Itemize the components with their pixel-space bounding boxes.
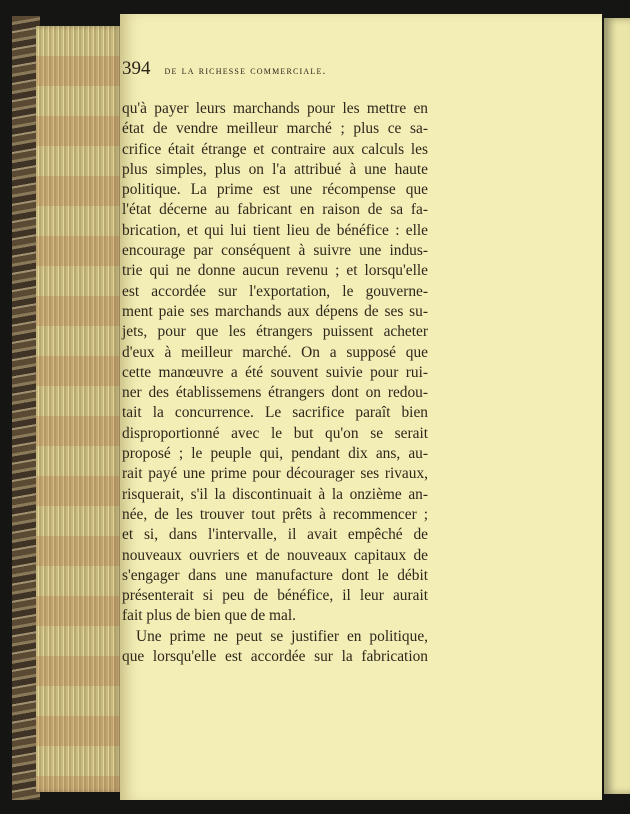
text-line: nouveaux ouvriers et de nouveaux capitaux de bbox=[122, 546, 428, 564]
text-line: crifice était étrange et contraire aux calculs les bbox=[122, 140, 428, 158]
text-line: brication, et qui lui tient lieu de bénéfice : elle bbox=[122, 221, 428, 239]
text-line: jets, pour que les étrangers puissent acheter bbox=[122, 323, 428, 341]
text-line: qu'à payer leurs marchands pour les mettre en bbox=[122, 100, 428, 117]
text-line: ner des établissemens étrangers dont on redou- bbox=[122, 384, 428, 402]
text-line: trie qui ne donne aucun revenu ; et lorsqu'elle bbox=[122, 262, 428, 280]
text-line: rait payé une prime pour décourager ses rivaux, bbox=[122, 465, 428, 483]
text-line: état de vendre meilleur marché ; plus ce sa- bbox=[122, 120, 428, 138]
text-line: Une prime ne peut se justifier en politique, bbox=[136, 627, 428, 645]
facing-page-edge bbox=[604, 18, 630, 794]
text-line: politique. La prime est une récompense que bbox=[122, 181, 428, 199]
text-line: est accordée sur l'exportation, le gouverne- bbox=[122, 282, 428, 300]
text-line: que lorsqu'elle est accordée sur la fabrication bbox=[122, 648, 428, 666]
text-line: disproportionné avec le but qu'on se serait bbox=[122, 424, 428, 442]
text-line: née, de les trouver tout prêts à recommencer ; bbox=[122, 505, 428, 523]
page-text bbox=[122, 99, 428, 667]
text-line: ment paie ses marchands aux dépens de ses su- bbox=[122, 302, 428, 320]
text-line: proposé ; le peuple qui, pendant dix ans, au- bbox=[122, 445, 428, 463]
page-number: 394 bbox=[122, 58, 151, 79]
page-edges bbox=[36, 26, 122, 792]
text-line: d'eux à meilleur marché. On a supposé que bbox=[122, 343, 428, 361]
text-line: encourage par conséquent à suivre une indus- bbox=[122, 242, 428, 260]
running-header bbox=[122, 58, 428, 80]
text-line: cette manœuvre a été souvent suivie pour rui- bbox=[122, 363, 428, 381]
paragraph bbox=[122, 627, 428, 668]
text-line: tait la concurrence. Le sacrifice paraît bien bbox=[122, 404, 428, 422]
text-line: risquerait, s'il la discontinuait à la onzième an- bbox=[122, 485, 428, 503]
text-line: fait plus de bien que de mal. bbox=[122, 607, 296, 625]
paragraph bbox=[122, 99, 428, 627]
running-title: de la richesse commerciale. bbox=[164, 65, 327, 77]
text-line: l'état décerne au fabricant en raison de sa fa- bbox=[122, 201, 428, 219]
text-line: et si, dans l'intervalle, il avait empêché de bbox=[122, 526, 428, 544]
text-line: présenterait si peu de bénéfice, il leur aurait bbox=[122, 587, 428, 605]
text-line: plus simples, plus on l'a attribué à une haute bbox=[122, 160, 428, 178]
text-line: s'engager dans une manufacture dont le débit bbox=[122, 566, 428, 584]
